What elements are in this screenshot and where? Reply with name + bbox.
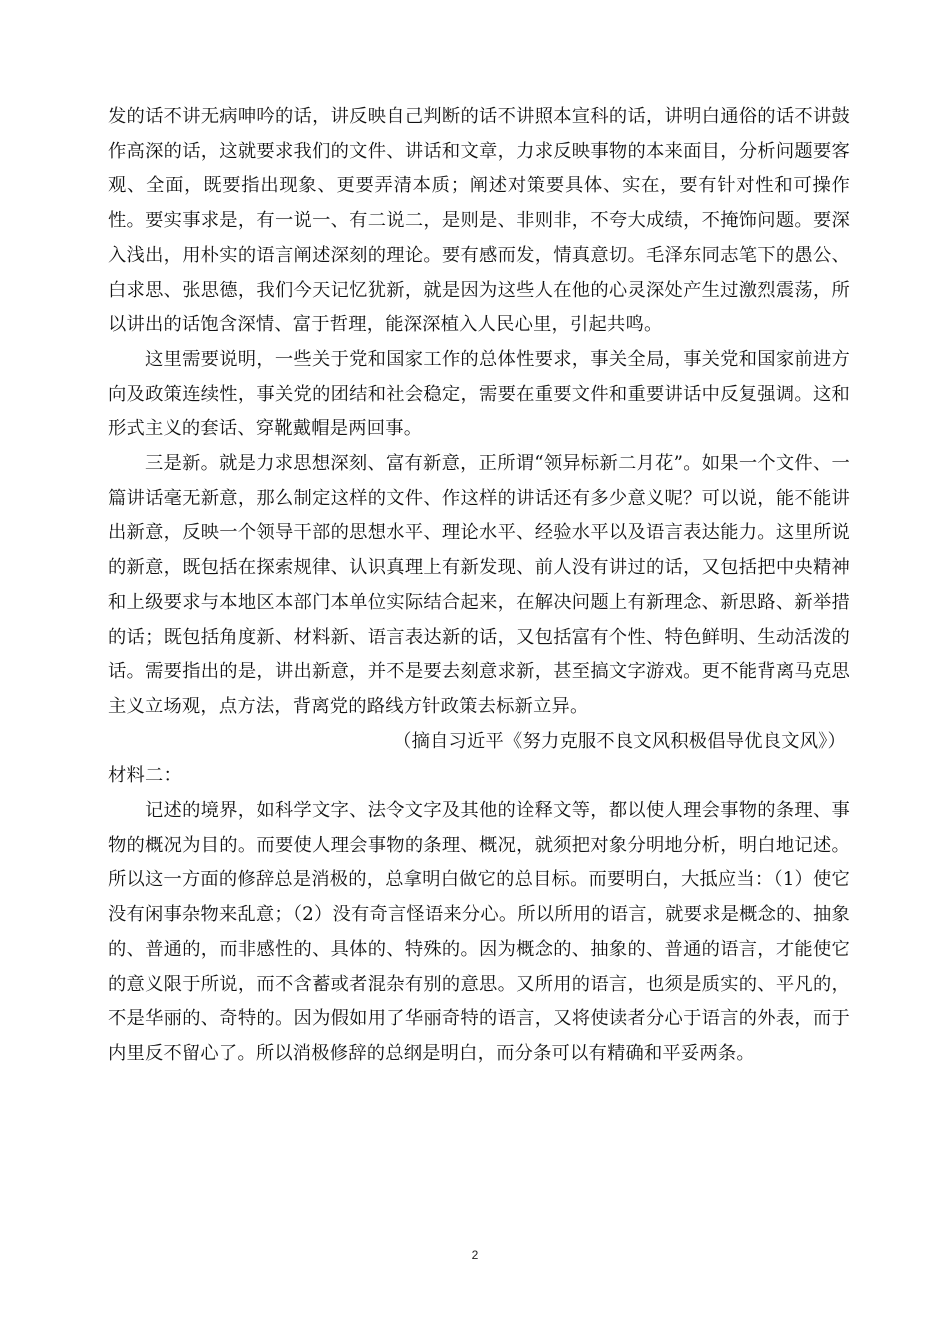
paragraph-material-two: 记述的境界，如科学文字、法令文字及其他的诠释文等，都以使人理会事物的条理、事物的概况为目的。而要使人理会事物的条理、概况，就须把对象分明地分析，明白地记述。所以这一方面的修辞总是消极的，总拿明白做它的总目标。而要明白，大抵应当：（1）使它没有闲事杂物来乱意；（2）没有奇言怪语来分心。所以所用的语言，就要求是概念的、抽象的、普通的，而非感性的、具体的、特殊的。因为概念的、抽象的、普通的语言，才能使它的意义限于所说，而不含蓄或者混杂有别的意思。又所用的语言，也须是质实的、平凡的，不是华丽的、奇特的。因为假如用了华丽奇特的语言，又将使读者分心于语言的外表，而于内里反不留心了。所以消极修辞的总纲是明白，而分条可以有精确和平妥两条。 [108,800,850,1064]
document-body [108,100,850,1072]
page-number: 2 [471,1248,479,1262]
paragraph-continued: 发的话不讲无病呻吟的话，讲反映自己判断的话不讲照本宣科的话，讲明白通俗的话不讲鼓作高深的话，这就要求我们的文件、讲话和文章，力求反映事物的本来面目，分析问题要客观、全面，既要指出现象、更要弄清本质；阐述对策要具体、实在，要有针对性和可操作性。要实事求是，有一说一、有二说二，是则是、非则非，不夸大成绩，不掩饰问题。要深入浅出，用朴实的语言阐述深刻的理论。要有感而发，情真意切。毛泽东同志笔下的愚公、白求思、张思德，我们今天记忆犹新，就是因为这些人在他的心灵深处产生过激烈震荡，所以讲出的话饱含深情、富于哲理，能深深植入人民心里，引起共鸣。 [108,106,850,336]
paragraph-third-point-new: 三是新。就是力求思想深刻、富有新意，正所谓“领异标新二月花”。如果一个文件、一篇讲话毫无新意，那么制定这样的文件、作这样的讲话还有多少意义呢？可以说，能不能讲出新意，反映一个领导干部的思想水平、理论水平、经验水平以及语言表达能力。这里所说的新意，既包括在探索规律、认识真理上有新发现、前人没有讲过的话，又包括把中央精神和上级要求与本地区本部门本单位实际结合起来，在解决问题上有新理念、新思路、新举措的话；既包括角度新、材料新、语言表达新的话，又包括富有个性、特色鲜明、生动活泼的话。需要指出的是，讲出新意，并不是要去刻意求新，甚至搞文字游戏。更不能背离马克思主义立场观，点方法，背离党的路线方针政策去标新立异。 [108,453,850,717]
source-citation: （摘自习近平《努力克服不良文风积极倡导优良文风》） [393,730,846,752]
paragraph-clarification: 这里需要说明，一些关于党和国家工作的总体性要求，事关全局，事关党和国家前进方向及政策连续性，事关党的团结和社会稳定，需要在重要文件和重要讲话中反复强调。这和形式主义的套话、穿靴戴帽是两回事。 [108,348,850,440]
section-heading-material-two: 材料二： [108,765,182,787]
